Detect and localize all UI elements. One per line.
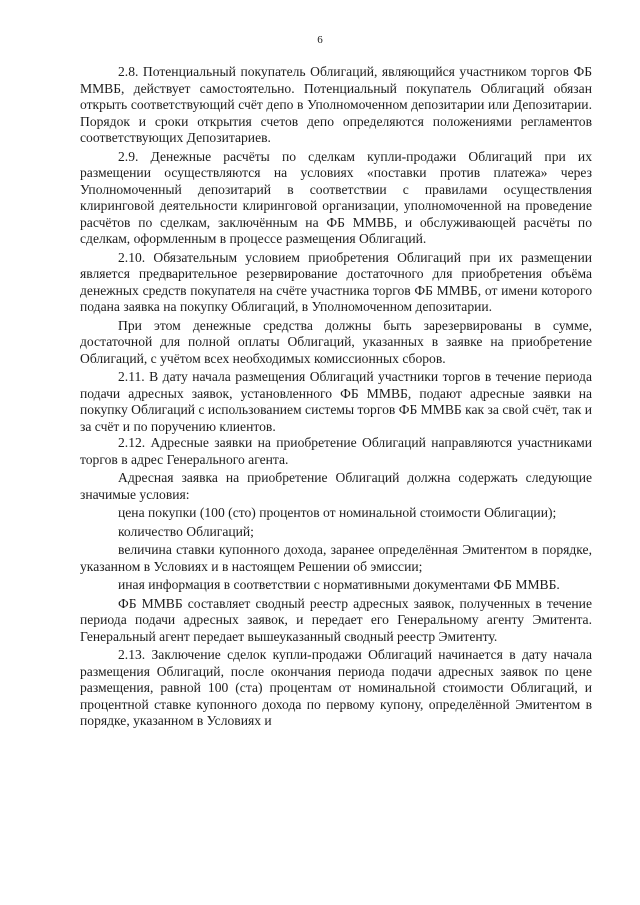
paragraph-2-13: 2.13. Заключение сделок купли-продажи Облигаций начинается в дату начала размещения Облигаций, после окончания периода подачи адресных заявок по цене размещения, равной 100 (ста) процентам от номинальной стоимости Облигаций, и процентной ставке купонного дохода по первому купону, определённой Эмитентом в порядке, указанном в Условиях и — [80, 647, 592, 728]
paragraph-2-10: 2.10. Обязательным условием приобретения Облигаций при их размещении является предварительное резервирование достаточного для приобретения объёма денежных средств покупателя на счёте участника торгов ФБ ММВБ, от имени которого подана заявка на покупку Облигаций, в Уполномоченном депозитарии. — [80, 249, 592, 314]
condition-other-info: иная информация в соответствии с нормативными документами ФБ ММВБ. — [118, 577, 560, 592]
paragraph-2-9: 2.9. Денежные расчёты по сделкам купли-продажи Облигаций при их размещении осуществляются на условиях «поставки против платежа» через Уполномоченный депозитарий в соответствии с правилами осуществления клиринговой деятельности клиринговой организации, уполномоченной на проведение расчётов по сделкам, заключённым на ФБ ММВБ, и обслуживающей расчёты по сделкам, оформленным в процессе размещения Облигаций. — [80, 148, 592, 246]
condition-quantity: количество Облигаций; — [118, 523, 254, 539]
paragraph-2-11: 2.11. В дату начала размещения Облигаций участники торгов в течение периода подачи адресных заявок, установленного ФБ ММВБ, подают адресные заявки на покупку Облигаций с использованием системы торгов ФБ ММВБ как за свой счёт, так и за счёт и по поручению клиентов. — [80, 369, 592, 434]
paragraph-reservation: При этом денежные средства должны быть зарезервированы в сумме, достаточной для полной оплаты Облигаций, указанных в заявке на приобретение Облигаций, с учётом всех необходимых комиссионных сборов. — [80, 317, 592, 366]
paragraph-2-8: 2.8. Потенциальный покупатель Облигаций, являющийся участником торгов ФБ ММВБ, действует самостоятельно. Потенциальный покупатель Облигаций обязан открыть соответствующий счёт депо в Уполномоченном депозитарии или Депозитарии. Порядок и сроки открытия счетов депо определяются положениями регламентов соответствующих Депозитариев. — [80, 64, 592, 145]
condition-coupon-rate: величина ставки купонного дохода, заранее определённая Эмитентом в порядке, указанном в Условиях и в настоящем Решении об эмиссии; — [80, 542, 592, 574]
page-number: 6 — [317, 34, 323, 46]
condition-price: цена покупки (100 (сто) процентов от номинальной стоимости Облигации); — [118, 505, 557, 520]
paragraph-consolidated-register: ФБ ММВБ составляет сводный реестр адресных заявок, полученных в течение периода подачи адресных заявок, и передает его Генеральному агенту Эмитента. Генеральный агент передает вышеуказанный сводный реестр Эмитенту. — [80, 595, 592, 644]
paragraph-conditions-intro: Адресная заявка на приобретение Облигаций должна содержать следующие значимые условия: — [80, 470, 592, 502]
paragraph-2-12: 2.12. Адресные заявки на приобретение Облигаций направляются участниками торгов в адрес Генерального агента. — [80, 435, 592, 467]
